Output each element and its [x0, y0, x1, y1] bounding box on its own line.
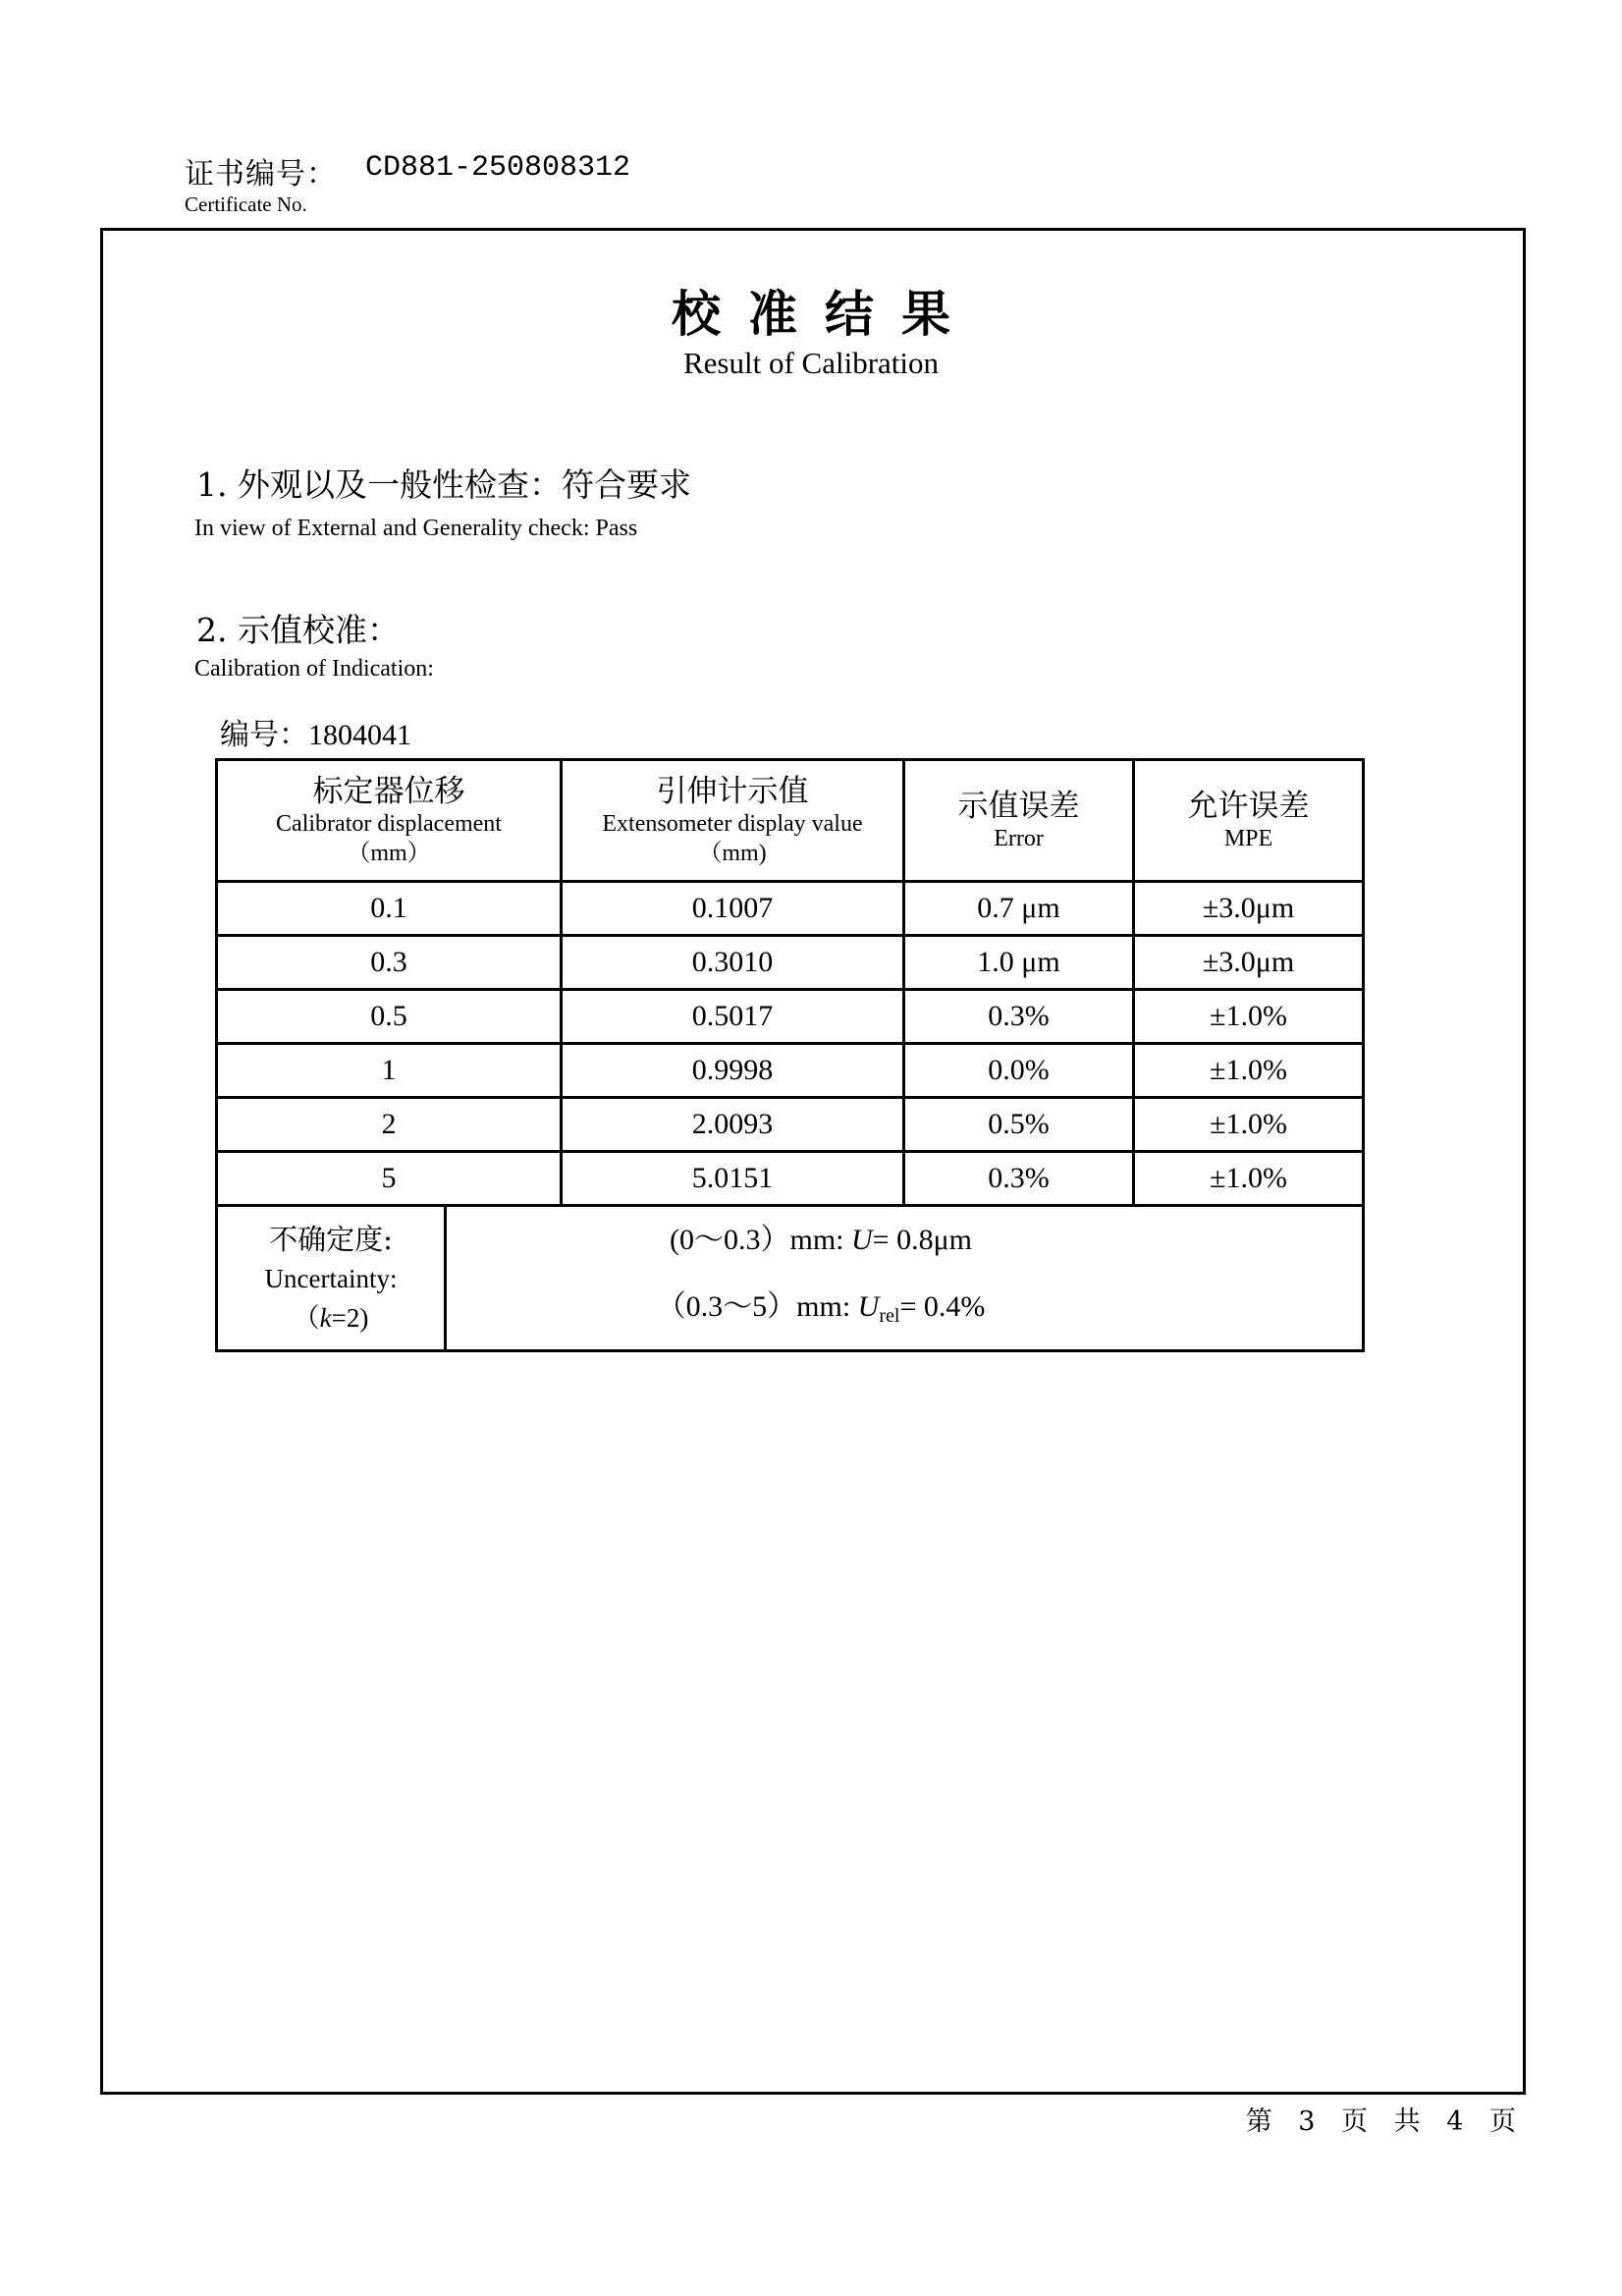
table-row: [217, 936, 1364, 990]
cell-error: 1.0 μm: [904, 936, 1134, 990]
cell-error: 0.3%: [904, 1152, 1134, 1206]
serial-number: [220, 710, 411, 753]
cell-mpe: ±1.0%: [1134, 1152, 1364, 1206]
uncertainty-row: [217, 1206, 1364, 1351]
cell-displacement: 5: [217, 1152, 562, 1206]
section2-heading-en: Calibration of Indication:: [194, 656, 434, 682]
cell-display-value: 0.5017: [562, 990, 904, 1044]
cell-error: 0.5%: [904, 1098, 1134, 1152]
uncertainty-values: [446, 1206, 1364, 1351]
cell-displacement: 0.1: [217, 882, 562, 936]
header-mpe: 允许误差 MPE: [1134, 760, 1364, 882]
certificate-label-cn: 证书编号：: [185, 157, 337, 191]
table-row: [217, 1044, 1364, 1098]
uncertainty-line-1: (0～0.3）mm: U= 0.8μm: [670, 1224, 973, 1256]
coverage-factor: （k=2): [293, 1302, 369, 1333]
cell-error: 0.3%: [904, 990, 1134, 1044]
uncertainty-line-2: （0.3～5）mm: $U_{rel}= 0.4\%$: [656, 1290, 986, 1327]
cell-mpe: ±3.0μm: [1134, 882, 1364, 936]
cell-display-value: 0.3010: [562, 936, 904, 990]
certificate-number: CD881-250808312: [365, 151, 631, 185]
page-number: 第 3 页 共 4 页: [1245, 2106, 1520, 2137]
header-display-value: 引伸计示值 Extensometer display value （mm): [562, 760, 904, 882]
cell-display-value: 2.0093: [562, 1098, 904, 1152]
section2-heading-cn: 2. 示值校准：: [196, 611, 400, 649]
serial-label: 编号：: [220, 718, 308, 752]
cell-mpe: ±1.0%: [1134, 1044, 1364, 1098]
cell-mpe: ±1.0%: [1134, 990, 1364, 1044]
header-error: 示值误差 Error: [904, 760, 1134, 882]
page-title-en: Result of Calibration: [682, 346, 940, 380]
calibration-table: [215, 758, 1365, 1352]
table-row: [217, 1152, 1364, 1206]
cell-displacement: 0.3: [217, 936, 562, 990]
cell-mpe: ±3.0μm: [1134, 936, 1364, 990]
table-row: [217, 990, 1364, 1044]
page-title-cn: 校准结果: [672, 286, 978, 343]
cell-error: 0.7 μm: [904, 882, 1134, 936]
table-header-row: [217, 760, 1364, 882]
cell-display-value: 0.1007: [562, 882, 904, 936]
cell-displacement: 2: [217, 1098, 562, 1152]
section1-heading-cn: 1. 外观以及一般性检查：符合要求: [196, 465, 691, 504]
header-displacement: 标定器位移 Calibrator displacement （mm）: [217, 760, 562, 882]
table-row: [217, 1098, 1364, 1152]
serial-value: 1804041: [308, 719, 411, 751]
uncertainty-label: 不确定度: Uncertainty: （k=2): [217, 1206, 446, 1351]
cell-error: 0.0%: [904, 1044, 1134, 1098]
cell-displacement: 1: [217, 1044, 562, 1098]
cell-display-value: 0.9998: [562, 1044, 904, 1098]
cell-displacement: 0.5: [217, 990, 562, 1044]
table-row: [217, 882, 1364, 936]
cell-display-value: 5.0151: [562, 1152, 904, 1206]
certificate-label-en: Certificate No.: [185, 192, 307, 216]
section1-heading-en: In view of External and Generality check: Pass: [194, 516, 638, 541]
cell-mpe: ±1.0%: [1134, 1098, 1364, 1152]
